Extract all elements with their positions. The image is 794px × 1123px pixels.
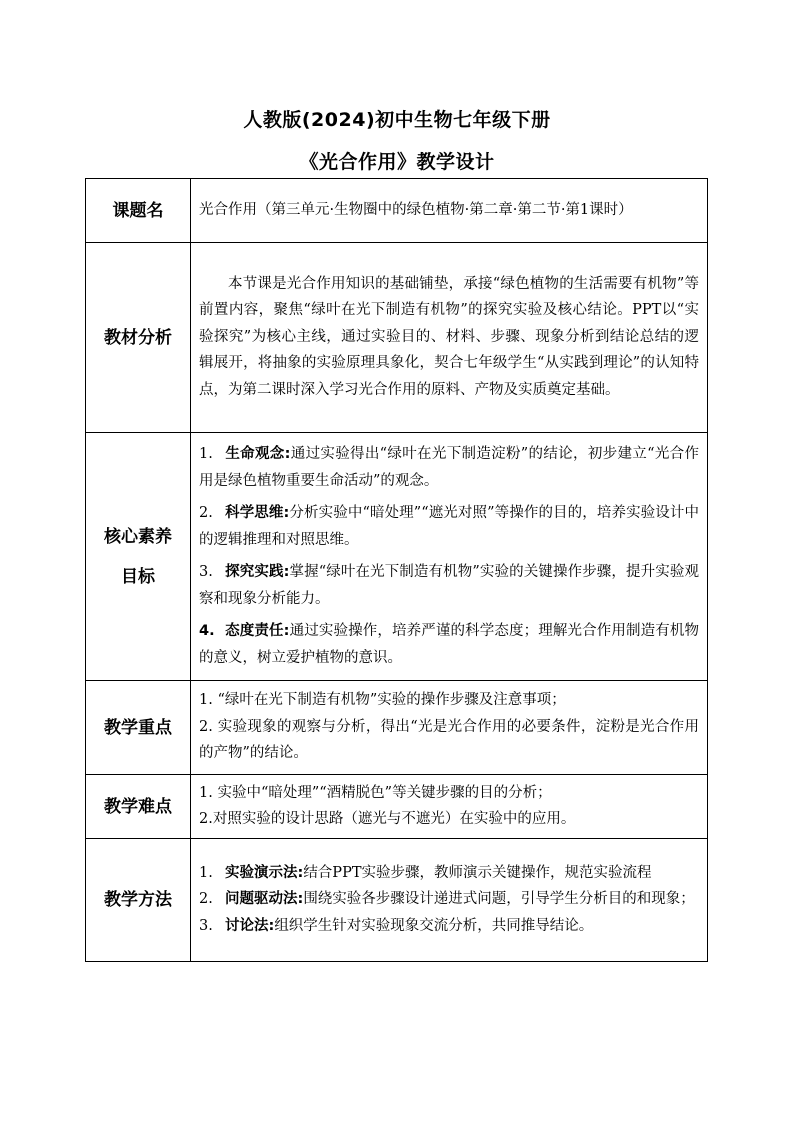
row-content-goals <box>191 433 708 681</box>
analysis-paragraph: 本节课是光合作用知识的基础铺垫，承接“绿色植物的生活需要有机物”等前置内容，聚焦“绿叶在光下制造有机物”的探究实验及核心结论。PPT以“实验探究”为核心主线，通过实验目的、材料、步骤、现象分析到结论总结的逻辑展开，将抽象的实验原理具象化，契合七年级学生“从实践到理论”的认知特点，为第二课时深入学习光合作用的原料、产物及实质奠定基础。 <box>199 275 699 398</box>
method-keyword: 讨论法: <box>225 917 275 934</box>
row-content-methods <box>191 839 708 962</box>
method-text: 结合PPT实验步骤，教师演示关键操作，规范实验流程 <box>303 864 652 881</box>
row-label-analysis: 教材分析 <box>86 243 191 433</box>
key-point-item: 1. “绿叶在光下制造有机物”实验的操作步骤及注意事项； <box>199 692 566 709</box>
row-label-goals <box>86 433 191 681</box>
document-title: 人教版(2024)初中生物七年级下册 <box>243 109 551 131</box>
row-label-key-points: 教学重点 <box>86 681 191 775</box>
row-content-difficulties <box>191 775 708 839</box>
table-row-difficulties <box>86 775 708 839</box>
goal-text: 分析实验中“暗处理”“遮光对照”等操作的目的，培养实验设计中的逻辑推理和对照思维。 <box>199 505 699 548</box>
goal-item <box>199 618 699 671</box>
goal-text: 通过实验操作，培养严谨的科学态度；理解光合作用制造有机物的意义，树立爱护植物的意识。 <box>199 623 699 666</box>
goal-keyword: 探究实践: <box>225 564 290 580</box>
goal-number: 2. <box>199 505 213 521</box>
row-content-analysis <box>191 243 708 433</box>
goal-text: 掌握“绿叶在光下制造有机物”实验的关键操作步骤，提升实验观察和现象分析能力。 <box>199 564 699 607</box>
goal-keyword: 态度责任: <box>225 623 290 639</box>
goal-number: 1. <box>199 446 213 462</box>
goal-keyword: 科学思维: <box>225 505 290 521</box>
method-item <box>199 886 699 913</box>
document-subtitle: 《光合作用》教学设计 <box>299 151 495 173</box>
row-content-topic: 光合作用（第三单元·生物圈中的绿色植物·第二章·第二节·第1课时） <box>191 179 708 243</box>
row-content-key-points <box>191 681 708 775</box>
goal-item <box>199 559 699 612</box>
method-keyword: 问题驱动法: <box>225 891 304 908</box>
method-item <box>199 860 699 887</box>
method-keyword: 实验演示法: <box>225 864 304 881</box>
table-row-key-points <box>86 681 708 775</box>
method-text: 围绕实验各步骤设计递进式问题，引导学生分析目的和现象； <box>303 891 695 908</box>
goal-number: 4. <box>199 623 215 639</box>
table-row-analysis <box>86 243 708 433</box>
method-number: 2. <box>199 891 213 908</box>
table-row-methods <box>86 839 708 962</box>
method-number: 3. <box>199 917 213 934</box>
table-row-topic <box>86 179 708 243</box>
goal-number: 3. <box>199 564 213 580</box>
lesson-plan-table <box>85 178 708 962</box>
table-row-goals <box>86 433 708 681</box>
goal-item <box>199 441 699 494</box>
difficulty-item: 2.对照实验的设计思路（遮光与不遮光）在实验中的应用。 <box>199 811 576 827</box>
difficulty-item: 1. 实验中“暗处理”“酒精脱色”等关键步骤的目的分析； <box>199 784 552 801</box>
method-text: 组织学生针对实验现象交流分析，共同推导结论。 <box>274 917 594 934</box>
row-label-difficulties: 教学难点 <box>86 775 191 839</box>
method-item <box>199 913 699 940</box>
goals-label-line2: 目标 <box>121 566 155 587</box>
row-label-methods: 教学方法 <box>86 839 191 962</box>
goal-text: 通过实验得出“绿叶在光下制造淀粉”的结论，初步建立“光合作用是绿色植物重要生命活动”的观念。 <box>199 446 699 489</box>
goal-item <box>199 500 699 553</box>
key-point-item: 2. 实验现象的观察与分析，得出“光是光合作用的必要条件，淀粉是光合作用的产物”的结论。 <box>199 718 699 762</box>
goal-keyword: 生命观念: <box>225 446 291 462</box>
goals-label-line1: 核心素养 <box>104 526 172 547</box>
method-number: 1. <box>199 864 213 881</box>
row-label-topic: 课题名 <box>86 179 191 243</box>
